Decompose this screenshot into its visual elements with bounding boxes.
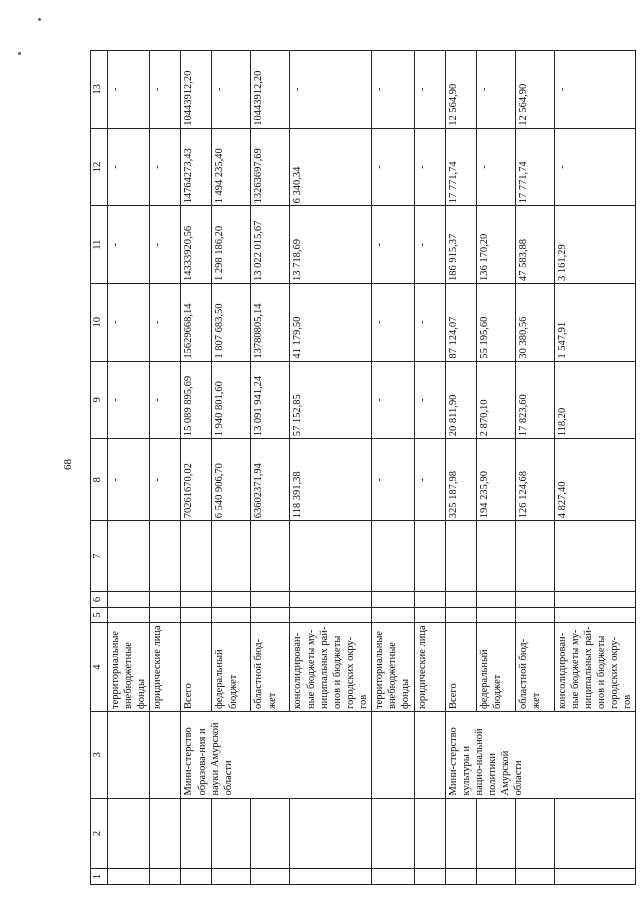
cell-col-5: [212, 607, 251, 623]
amount-cell: 3 161,29: [554, 206, 636, 284]
amount-cell: 14764273,43: [181, 128, 212, 206]
cell-col-6: [251, 592, 290, 608]
amount-cell: 13780805,14: [251, 283, 290, 361]
funding-source-cell: федеральный бюджет: [476, 623, 515, 712]
amount-cell: 10443912,20: [251, 51, 290, 129]
cell-col-1: [372, 869, 414, 885]
amount-cell: -: [108, 51, 150, 129]
cell-col-5: [108, 607, 150, 623]
cell-col-5: [251, 607, 290, 623]
cell-col-2: [445, 798, 476, 869]
funding-source-cell: консолидирован-ные бюджеты му-ниципальных рай-онов и бюджеты городских окру-гов: [290, 623, 372, 712]
cell-col-3: [372, 712, 414, 799]
table-row: [108, 51, 150, 885]
cell-col-6: [445, 592, 476, 608]
amount-cell: 13 718,69: [290, 206, 372, 284]
amount-cell: -: [476, 128, 515, 206]
amount-cell: -: [372, 439, 414, 521]
cell-col-6: [515, 592, 554, 608]
funding-source-cell: областной бюд-жет: [251, 623, 290, 712]
cell-col-2: [212, 798, 251, 869]
amount-cell: -: [554, 128, 636, 206]
col-header: 6: [91, 592, 108, 608]
amount-cell: 63602371,94: [251, 439, 290, 521]
cell-col-7: [181, 521, 212, 592]
amount-cell: 1 807 683,50: [212, 283, 251, 361]
cell-col-2: [414, 798, 445, 869]
amount-cell: 325 187,98: [445, 439, 476, 521]
table-row: [445, 51, 476, 885]
amount-cell: -: [372, 51, 414, 129]
funding-source-cell: территориальные внебюджетные фонды: [108, 623, 150, 712]
cell-col-6: [290, 592, 372, 608]
amount-cell: 1 547,91: [554, 283, 636, 361]
cell-col-1: [212, 869, 251, 885]
cell-col-1: [414, 869, 445, 885]
cell-col-7: [212, 521, 251, 592]
amount-cell: -: [150, 51, 181, 129]
amount-cell: 118 391,38: [290, 439, 372, 521]
column-number-row: [91, 51, 108, 885]
funding-source-cell: юридические лица: [414, 623, 445, 712]
col-header: 13: [91, 51, 108, 129]
cell-col-7: [372, 521, 414, 592]
amount-cell: 15629668,14: [181, 283, 212, 361]
page-number: 68: [62, 459, 74, 470]
ministry-name-cell: Мини-стерство культуры и нацио-нальной политики Амурской области: [445, 712, 636, 799]
col-header: 3: [91, 712, 108, 799]
table-row: [414, 51, 445, 885]
amount-cell: -: [414, 439, 445, 521]
cell-col-2: [476, 798, 515, 869]
amount-cell: 136 170,20: [476, 206, 515, 284]
cell-col-1: [445, 869, 476, 885]
cell-col-2: [515, 798, 554, 869]
cell-col-6: [372, 592, 414, 608]
amount-cell: 126 124,68: [515, 439, 554, 521]
ministry-name-cell: Мини-стерство образова-ния и науки Амурской области: [181, 712, 372, 799]
table-row: [150, 51, 181, 885]
amount-cell: -: [414, 128, 445, 206]
amount-cell: -: [150, 439, 181, 521]
amount-cell: -: [476, 51, 515, 129]
amount-cell: 10443912,20: [181, 51, 212, 129]
cell-col-5: [181, 607, 212, 623]
cell-col-7: [290, 521, 372, 592]
amount-cell: 12 564,90: [515, 51, 554, 129]
cell-col-2: [108, 798, 150, 869]
amount-cell: 87 124,07: [445, 283, 476, 361]
cell-col-5: [476, 607, 515, 623]
funding-source-cell: Всего: [445, 623, 476, 712]
cell-col-1: [181, 869, 212, 885]
col-header: 8: [91, 439, 108, 521]
cell-col-5: [372, 607, 414, 623]
amount-cell: -: [414, 283, 445, 361]
cell-col-1: [476, 869, 515, 885]
amount-cell: 13 091 941,24: [251, 361, 290, 439]
amount-cell: 17 771,74: [445, 128, 476, 206]
amount-cell: 13 022 015,67: [251, 206, 290, 284]
cell-col-1: [251, 869, 290, 885]
cell-col-7: [554, 521, 636, 592]
funding-source-cell: федеральный бюджет: [212, 623, 251, 712]
scan-speck: [38, 18, 41, 21]
cell-col-6: [212, 592, 251, 608]
col-header: 2: [91, 798, 108, 869]
amount-cell: 15 089 895,69: [181, 361, 212, 439]
col-header: 11: [91, 206, 108, 284]
cell-col-1: [108, 869, 150, 885]
cell-col-1: [554, 869, 636, 885]
cell-col-1: [150, 869, 181, 885]
cell-col-5: [515, 607, 554, 623]
col-header: 1: [91, 869, 108, 885]
amount-cell: 57 152,85: [290, 361, 372, 439]
amount-cell: 30 380,56: [515, 283, 554, 361]
cell-col-3: [108, 712, 150, 799]
cell-col-2: [181, 798, 212, 869]
amount-cell: -: [150, 206, 181, 284]
table-row: [181, 51, 212, 885]
amount-cell: 118,20: [554, 361, 636, 439]
amount-cell: -: [372, 128, 414, 206]
amount-cell: -: [414, 361, 445, 439]
cell-col-6: [150, 592, 181, 608]
amount-cell: -: [414, 51, 445, 129]
cell-col-6: [414, 592, 445, 608]
amount-cell: 13263697,69: [251, 128, 290, 206]
amount-cell: -: [150, 361, 181, 439]
cell-col-7: [414, 521, 445, 592]
cell-col-6: [108, 592, 150, 608]
cell-col-7: [515, 521, 554, 592]
amount-cell: 1 494 235,40: [212, 128, 251, 206]
cell-col-2: [372, 798, 414, 869]
col-header: 5: [91, 607, 108, 623]
cell-col-1: [290, 869, 372, 885]
funding-source-cell: территориальные внебюджетные фонды: [372, 623, 414, 712]
col-header: 12: [91, 128, 108, 206]
amount-cell: 6 340,34: [290, 128, 372, 206]
amount-cell: 41 179,50: [290, 283, 372, 361]
amount-cell: -: [108, 283, 150, 361]
table-row: [372, 51, 414, 885]
cell-col-3: [150, 712, 181, 799]
amount-cell: -: [372, 283, 414, 361]
funding-source-cell: Всего: [181, 623, 212, 712]
amount-cell: -: [108, 439, 150, 521]
cell-col-7: [476, 521, 515, 592]
amount-cell: 17 823,60: [515, 361, 554, 439]
amount-cell: -: [414, 206, 445, 284]
cell-col-2: [251, 798, 290, 869]
cell-col-5: [150, 607, 181, 623]
amount-cell: -: [372, 361, 414, 439]
cell-col-5: [414, 607, 445, 623]
amount-cell: -: [290, 51, 372, 129]
col-header: 10: [91, 283, 108, 361]
amount-cell: 70261670,02: [181, 439, 212, 521]
funding-source-cell: консолидирован-ные бюджеты му-ниципальных рай-онов и бюджеты городских окру-гов: [554, 623, 636, 712]
cell-col-6: [476, 592, 515, 608]
cell-col-7: [150, 521, 181, 592]
amount-cell: 186 915,37: [445, 206, 476, 284]
amount-cell: 55 195,60: [476, 283, 515, 361]
amount-cell: 20 811,90: [445, 361, 476, 439]
amount-cell: 194 235,90: [476, 439, 515, 521]
cell-col-7: [251, 521, 290, 592]
cell-col-7: [445, 521, 476, 592]
scan-speck: [18, 52, 21, 55]
amount-cell: -: [108, 361, 150, 439]
amount-cell: -: [108, 128, 150, 206]
budget-table: [90, 50, 636, 885]
cell-col-3: [414, 712, 445, 799]
cell-col-6: [181, 592, 212, 608]
amount-cell: -: [554, 51, 636, 129]
amount-cell: 2 870,10: [476, 361, 515, 439]
amount-cell: -: [212, 51, 251, 129]
cell-col-5: [554, 607, 636, 623]
amount-cell: -: [150, 283, 181, 361]
amount-cell: 6 540 906,70: [212, 439, 251, 521]
amount-cell: -: [372, 206, 414, 284]
cell-col-6: [554, 592, 636, 608]
funding-source-cell: юридические лица: [150, 623, 181, 712]
cell-col-5: [290, 607, 372, 623]
amount-cell: 47 583,88: [515, 206, 554, 284]
amount-cell: 4 827,40: [554, 439, 636, 521]
cell-col-2: [554, 798, 636, 869]
amount-cell: -: [150, 128, 181, 206]
amount-cell: 14333920,56: [181, 206, 212, 284]
rotated-table-container: [90, 50, 634, 885]
col-header: 7: [91, 521, 108, 592]
amount-cell: -: [108, 206, 150, 284]
col-header: 9: [91, 361, 108, 439]
col-header: 4: [91, 623, 108, 712]
amount-cell: 12 564,90: [445, 51, 476, 129]
cell-col-2: [150, 798, 181, 869]
funding-source-cell: областной бюд-жет: [515, 623, 554, 712]
amount-cell: 17 771,74: [515, 128, 554, 206]
cell-col-7: [108, 521, 150, 592]
cell-col-2: [290, 798, 372, 869]
cell-col-5: [445, 607, 476, 623]
cell-col-1: [515, 869, 554, 885]
amount-cell: 1 940 801,60: [212, 361, 251, 439]
amount-cell: 1 298 186,20: [212, 206, 251, 284]
table-body: [108, 51, 636, 885]
